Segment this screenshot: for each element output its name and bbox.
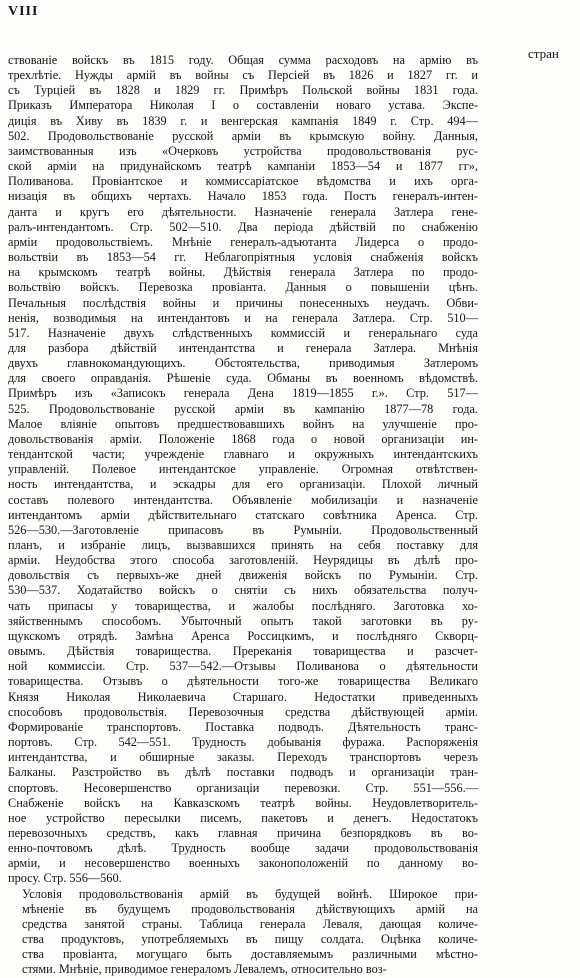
page-number: VIII <box>8 4 39 19</box>
text-line: Балканы. Разстройство въ дѣлѣ поставки подводъ и организаціи тран- <box>8 765 478 780</box>
text-line: средства занятой страны. Таблица генерала Леваля, дающая количе- <box>22 916 478 931</box>
text-line: просу. Стр. 556—560. <box>8 871 122 886</box>
text-line: интендантомъ арміи дѣйствительнаго статскаго совѣтника Аренса. Стр. <box>8 507 478 522</box>
text-line: управленій. Полевое интендантское управленіе. Огромная отвѣтствен- <box>8 462 478 477</box>
text-line: енно-почтовомъ дѣлѣ. Трудность вообще задачи продовольствованія <box>8 841 478 856</box>
text-line: двухъ главнокомандующихъ. Обстоятельства, приводимыя Затлеромъ <box>8 356 478 371</box>
text-line: вольствіи въ 1853—54 гг. Неблагопріятныя условія снабженія войскъ <box>8 250 478 265</box>
text-line: Поливанова. Провіантское и коммиссаріатское вѣдомства и ихъ орга- <box>8 174 478 189</box>
text-line: Князя Николая Николаевича Старшаго. Недостатки приведенныхъ <box>8 689 478 704</box>
running-head: стран <box>528 46 559 61</box>
text-line: 502. Продовольствованіе русской арміи въ крымскую войну. Данныя, <box>8 128 478 143</box>
text-line: съ Турціей въ 1828 и 1829 гг. Примѣръ Польской войны 1831 года. <box>8 83 478 98</box>
text-line: ствованіе войскъ въ 1815 году. Общая сумма расходовъ на армію въ <box>8 53 478 67</box>
text-line: ства провіанта, могущаго быть доставляемымъ различными мѣстно- <box>22 947 478 962</box>
text-column <box>8 53 478 978</box>
text-line: 526—530.—Заготовленіе припасовъ въ Румыніи. Продовольственный <box>8 522 478 537</box>
text-line: составъ полевого интендантства. Объявленіе мобилизаціи и назначеніе <box>8 492 478 507</box>
text-line: на крымскомъ театрѣ войны. Дѣйствія генерала Затлера по продо- <box>8 265 478 280</box>
text-line: портовъ. Стр. 542—551. Трудность добыванія фуража. Распоряженія <box>8 735 478 750</box>
text-line: арміи, и несовершенство военныхъ законоположеній по данному во- <box>8 856 478 871</box>
text-line: способовъ продовольствія. Перевозочныя средства дѣйствующей арміи. <box>8 704 478 719</box>
text-line: зяйственнымъ способомъ. Убыточный опытъ такой заготовки въ ру- <box>8 613 478 628</box>
text-line: щукскомъ отрядѣ. Замѣна Аренса Россицкимъ, и послѣдняго Скворц- <box>8 628 478 643</box>
text-line: тендантской части; учрежденіе главнаго и окружныхъ интендантскихъ <box>8 447 478 462</box>
text-line: ной коммиссіи. Стр. 537—542.—Отзывы Поливанова о дѣятельности <box>8 659 478 674</box>
text-line: вольствію войскъ. Перевозка провіанта. Данныя о повышеніи цѣнъ. <box>8 280 478 295</box>
text-line: Формированіе транспортовъ. Поставка подводъ. Дѣятельность транс- <box>8 719 478 734</box>
text-line: низація въ общихъ чертахъ. Начало 1853 года. Постъ генералъ-интен- <box>8 189 478 204</box>
text-line: ралъ-интендантомъ. Стр. 502—510. Два періода дѣйствій по снабженію <box>8 219 478 234</box>
text-line: спортовъ. Несовершенство организаціи перевозки. Стр. 551—556.— <box>8 780 478 795</box>
text-line: Примѣръ изъ «Записокъ генерала Дена 1819—1855 г.». Стр. 517— <box>8 386 478 401</box>
text-line: товарищества. Отзывъ о дѣятельности того-же товарищества Великаго <box>8 674 478 689</box>
text-line: стями. Мнѣніе, приводимое генераломъ Левалемъ, относительно воз- <box>22 962 387 977</box>
text-line: Условія продовольствованія армій въ будущей войнѣ. Широкое при- <box>22 886 478 901</box>
text-line: Малое вліяніе опытовъ предшествовавшихъ войнъ на улучшеніе про- <box>8 416 478 431</box>
text-line: ность интендантства, и эскадры для его организаціи. Плохой личный <box>8 477 478 492</box>
text-line: ской арміи на придунайскомъ театрѣ кампаніи 1853—54 и 1877 гг», <box>8 159 478 174</box>
text-line: заимствованныя изъ «Очерковъ устройства продовольствованія рус- <box>8 143 478 158</box>
text-line: 530—537. Ходатайство войскъ о снятіи съ нихъ обязательства получ- <box>8 583 478 598</box>
text-line: овымъ. Дѣйствія товарищества. Пререканія товарищества и разсчет- <box>8 644 478 659</box>
text-line: 517. Назначеніе двухъ слѣдственныхъ коммиссій и генеральнаго суда <box>8 325 478 340</box>
paragraph-2 <box>8 887 478 978</box>
text-line: довольствованія арміи. Положеніе 1868 года о новой организаціи ин- <box>8 431 478 446</box>
text-line: ное устройство пересылки писемъ, пакетовъ и денегъ. Недостатокъ <box>8 810 478 825</box>
text-line: для своего оправданія. Рѣшеніе суда. Обманы въ военномъ вѣдомствѣ. <box>8 371 478 386</box>
text-line: Печальныя послѣдствія войны и причины понесенныхъ неудачъ. Обви- <box>8 295 478 310</box>
text-line: ненія, возводимыя на интендантовъ и на генерала Затлера. Стр. 510— <box>8 310 478 325</box>
text-line: диція въ Хиву въ 1839 г. и венгерская кампанія 1849 г. Стр. 494— <box>8 113 478 128</box>
text-line: мѣненіе въ будущемъ продовольствованія дѣйствующихъ армій на <box>22 901 478 916</box>
text-line: данта и кругъ его дѣятельности. Назначеніе генерала Затлера гене- <box>8 204 478 219</box>
text-line: Снабженіе войскъ на Кавказскомъ театрѣ войны. Неудовлетворитель- <box>8 795 478 810</box>
text-line: перевозочныхъ средствъ, какъ главная причина безпорядковъ въ во- <box>8 825 478 840</box>
text-line: трехлѣтіе. Нужды армій въ войны съ Персіей въ 1826 и 1827 гг. и <box>8 68 478 83</box>
paragraph-1 <box>8 53 478 887</box>
text-line: чать припасы у товарищества, и жалобы послѣдняго. Заготовка хо- <box>8 598 478 613</box>
text-line: планъ, и избраніе лицъ, вызвавшихся принять на себя поставку для <box>8 538 478 552</box>
text-line: интендантства, и обширные заказы. Переходъ транспортовъ черезъ <box>8 750 478 765</box>
text-line: ства продуктовъ, употребляемыхъ въ пищу солдата. Оцѣнка количе- <box>22 932 478 947</box>
text-line: Приказъ Императора Николая I о составленіи новаго устава. Экспе- <box>8 98 478 113</box>
text-line: довольствія съ первыхъ-же дней движенія войскъ по Румыніи. Стр. <box>8 568 478 583</box>
text-line: арміи. Неудобства этого способа заготовленій. Неурядицы въ дѣлѣ про- <box>8 553 478 568</box>
text-line: для разбора дѣйствій интендантства и генерала Затлера. Мнѣнія <box>8 340 478 355</box>
text-line: арміи продовольствіемъ. Мнѣніе генералъ-адъютанта Лидерса о продо- <box>8 234 478 249</box>
text-line: 525. Продовольствованіе русской арміи въ кампанію 1877—78 года. <box>8 401 478 416</box>
